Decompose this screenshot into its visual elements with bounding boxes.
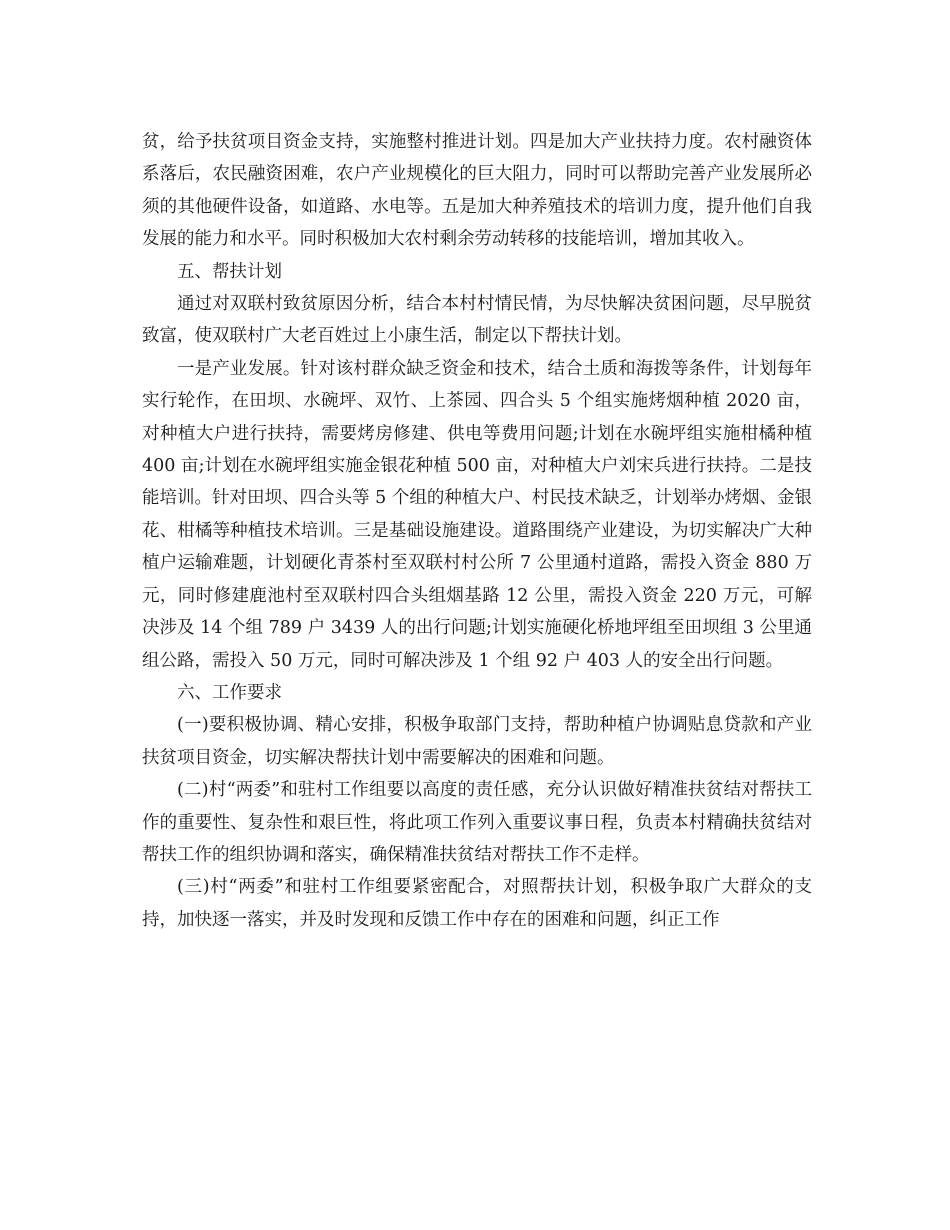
paragraph-plan-intro: 通过对双联村致贫原因分析，结合本村村情民情，为尽快解决贫困问题，尽早脱贫致富，使双联村广大老百姓过上小康生活，制定以下帮扶计划。 [142, 294, 812, 347]
paragraph-plan-details: 一是产业发展。针对该村群众缺乏资金和技术，结合土质和海拨等条件，计划每年实行轮作，在田坝、水碗坪、双竹、上茶园、四合头 5 个组实施烤烟种植 2020 亩，对种植大户进行扶持，需要烤房修建、供电等费用问题;计划在水碗坪组实施柑橘种植 400 亩;计划在水碗坪组实施金银花种植 500 亩，对种植大户刘宋兵进行扶持。二是技能培训。针对田坝、四合头等 5 个组的种植大户、村民技术缺乏，计划举办烤烟、金银花、柑橘等种植技术培训。三是基础设施建设。道路围绕产业建设，为切实解决广大种植户运输难题，计划硬化青茶村至双联村村公所 7 公里通村道路，需投入资金 880 万元，同时修建鹿池村至双联村四合头组烟基路 12 公里，需投入资金 220 万元，可解决涉及 14 个组 789 户 3439 人的出行问题;计划实施硬化桥地坪组至田坝组 3 公里通组公路，需投入 50 万元，同时可解决涉及 1 个组 92 户 403 人的安全出行问题。 [142, 358, 812, 671]
document-body [142, 126, 812, 936]
paragraph-requirement-2: (二)村“两委”和驻村工作组要以高度的责任感，充分认识做好精准扶贫结对帮扶工作的重要性、复杂性和艰巨性，将此项工作列入重要议事日程，负责本村精确扶贫结对帮扶工作的组织协调和落实，确保精准扶贫结对帮扶工作不走样。 [142, 780, 812, 865]
paragraph-requirement-3: (三)村“两委”和驻村工作组要紧密配合，对照帮扶计划，积极争取广大群众的支持，加快逐一落实，并及时发现和反馈工作中存在的困难和问题，纠正工作 [142, 877, 812, 930]
section-heading-work-requirements: 六、工作要求 [177, 682, 282, 703]
paragraph-continuation: 贫，给予扶贫项目资金支持，实施整村推进计划。四是加大产业扶持力度。农村融资体系落后，农民融资困难，农户产业规模化的巨大阻力，同时可以帮助完善产业发展所必须的其他硬件设备，如道路、水电等。五是加大种养殖技术的培训力度，提升他们自我发展的能力和水平。同时积极加大农村剩余劳动转移的技能培训，增加其收入。 [142, 132, 812, 250]
paragraph-requirement-1: (一)要积极协调、精心安排，积极争取部门支持，帮助种植户协调贴息贷款和产业扶贫项目资金，切实解决帮扶计划中需要解决的困难和问题。 [142, 715, 812, 768]
section-heading-assistance-plan: 五、帮扶计划 [177, 261, 282, 282]
